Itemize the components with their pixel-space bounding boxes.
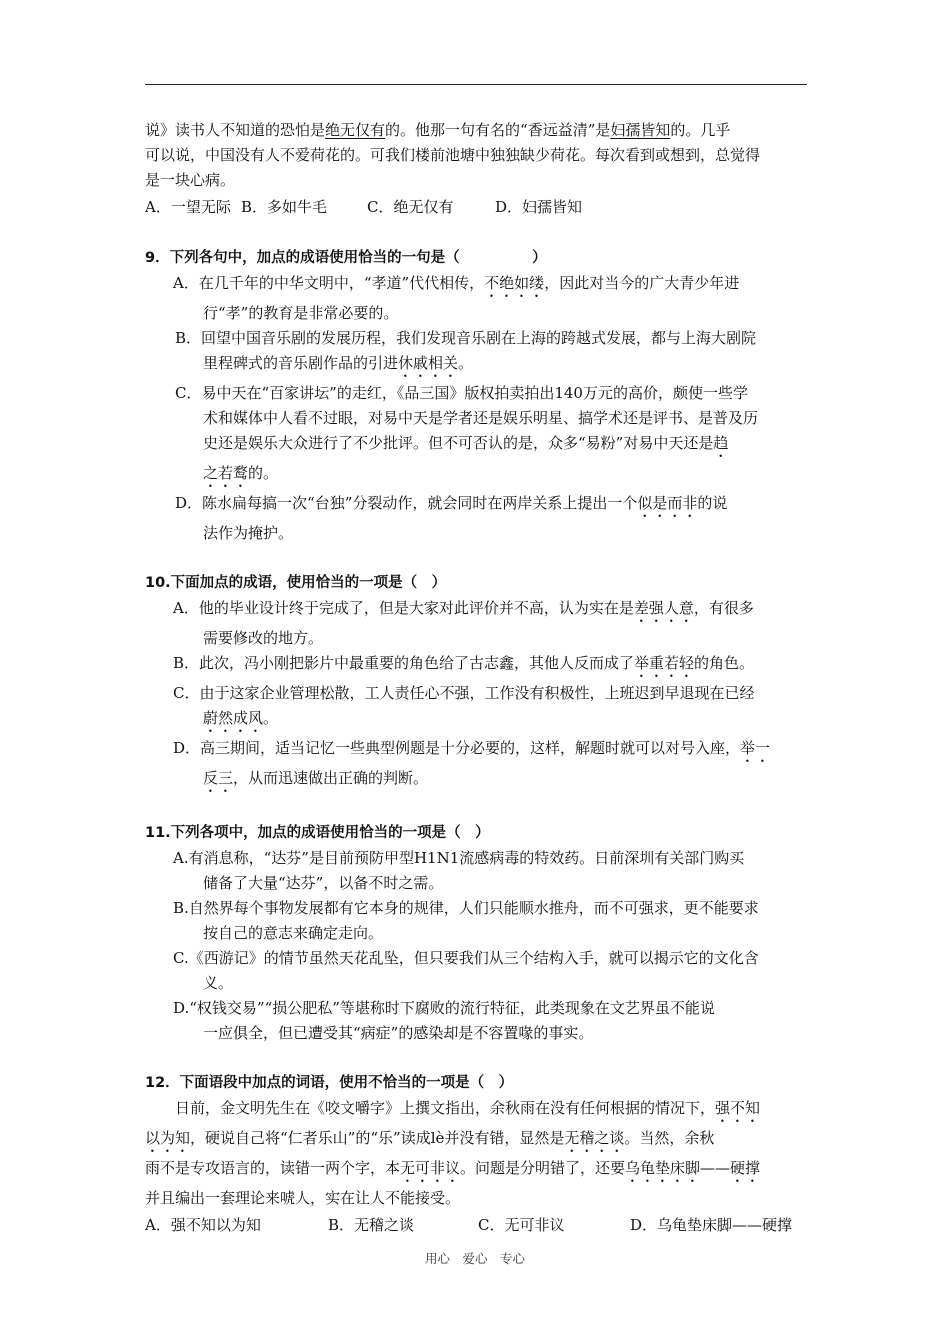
choice-d: D．陈水扁每搞一次“台独”分裂动作，就会同时在两岸关系上提出一个似是而非的说: [175, 494, 728, 512]
dotted-idiom: 举一: [740, 739, 771, 757]
dotted-idiom: 趋: [713, 434, 729, 452]
option-d: D．妇孺皆知: [495, 198, 583, 216]
choice-d-cont: 反三，从而迅速做出正确的判断。: [203, 769, 429, 787]
dotted-idiom: 无可非议: [400, 1159, 461, 1177]
underlined-idiom: 妇孺皆知: [610, 121, 671, 139]
dotted-idiom: 无稽之谈: [564, 1129, 625, 1147]
question-title: 10.下面加点的成语，使用恰当的一项是（ ）: [145, 575, 447, 591]
option-b: B．多如牛毛: [241, 198, 328, 216]
option-c: C．绝无仅有: [367, 198, 454, 216]
choice-d-cont: 一应俱全，但已遭受其“病症”的感染却是不容置喙的事实。: [203, 1024, 594, 1042]
question-title: 12．下面语段中加点的词语，使用不恰当的一项是（ ）: [145, 1075, 514, 1091]
choice-a: A．在几千年的中华文明中，“孝道”代代相传，不绝如缕，因此对当今的广大青少年进: [173, 274, 740, 292]
choice-c-cont: 术和媒体中人看不过眼，对易中天是学者还是娱乐明星、搞学术还是评书、是普及历: [203, 409, 759, 427]
choice-a-cont: 行“孝”的教育是非常必要的。: [203, 304, 399, 322]
choice-b: B．此次，冯小刚把影片中最重要的角色给了古志鑫，其他人反而成了举重若轻的角色。: [173, 654, 755, 672]
choice-d: D．高三期间，适当记忆一些典型例题是十分必要的，这样，解题时就可以对号入座，举一: [173, 739, 771, 757]
header-rule: [145, 84, 807, 85]
document-body: [145, 118, 807, 1239]
answer-options: [145, 1211, 807, 1239]
passage-line: 雨不是专攻语言的，读错一两个字，本无可非议。问题是分明错了，还要乌龟垫床脚——硬撑: [145, 1159, 761, 1177]
dotted-idiom: 强不知: [715, 1099, 761, 1117]
option-c: C．无可非议: [478, 1216, 565, 1234]
option-a: A．一望无际: [145, 198, 231, 216]
option-d: D．乌龟垫床脚——硬撑: [630, 1216, 793, 1234]
passage-line: 日前，金文明先生在《咬文嚼字》上撰文指出，余秋雨在没有任何根据的情况下，强不知: [175, 1099, 761, 1117]
question-title: 11.下列各项中，加点的成语使用恰当的一项是（ ）: [145, 825, 490, 841]
choice-a-cont: 需要修改的地方。: [203, 629, 324, 647]
choice-b-cont: 里程碑式的音乐剧作品的引进休戚相关。: [203, 354, 474, 372]
passage-line: 说》读书人不知道的恐怕是绝无仅有的。他那一句有名的“香远益清”是妇孺皆知的。几乎: [145, 121, 731, 139]
page-footer: 用心 爱心 专心: [424, 1251, 525, 1266]
choice-a-cont: 储备了大量“达芬”，以备不时之需。: [203, 874, 444, 892]
choice-c-cont: 史还是娱乐大众进行了不少批评。但不可否认的是，众多“易粉”对易中天还是趋: [203, 434, 729, 452]
passage-line: 以为知，硬说自己将“仁者乐山”的“乐”读成lè并没有错，显然是无稽之谈。当然，余秋: [145, 1129, 715, 1147]
choice-d: D.“权钱交易”“损公肥私”等堪称时下腐败的流行特征，此类现象在文艺界虽不能说: [173, 999, 715, 1017]
dotted-idiom: 不绝如缕: [484, 274, 545, 292]
dotted-idiom: 似是而非: [637, 494, 698, 512]
choice-b: B.自然界每个事物发展都有它本身的规律，人们只能顺水推舟，而不可强求，更不能要求: [173, 899, 759, 917]
underlined-idiom: 绝无仅有: [325, 121, 386, 139]
dotted-idiom: 以为知: [145, 1129, 191, 1147]
dotted-idiom: 举重若轻: [634, 654, 695, 672]
choice-b-cont: 按自己的意志来确定走向。: [203, 924, 384, 942]
choice-a: A．他的毕业设计终于完成了，但是大家对此评价并不高，认为实在是差强人意，有很多: [173, 599, 754, 617]
dotted-idiom: 反三: [203, 769, 234, 787]
choice-d-cont: 法作为掩护。: [203, 524, 294, 542]
choice-c: C．易中天在“百家讲坛”的走红，《品三国》版权拍卖拍出140万元的高价，颇使一些学: [175, 384, 748, 402]
choice-c: C．由于这家企业管理松散，工人责任心不强，工作没有积极性，上班迟到早退现在已经: [173, 684, 755, 702]
answer-options: [145, 193, 807, 221]
passage-line: 可以说，中国没有人不爱荷花的。可我们楼前池塘中独独缺少荷花。每次看到或想到，总觉得: [145, 146, 761, 164]
choice-a: A.有消息称，“达芬”是目前预防甲型H1N1流感病毒的特效药。日前深圳有关部门购买: [173, 849, 745, 867]
passage-line: 是一块心病。: [145, 171, 236, 189]
choice-c-cont: 义。: [203, 974, 234, 992]
dotted-idiom: 之若鹜: [203, 464, 249, 482]
option-b: B．无稽之谈: [328, 1216, 415, 1234]
dotted-idiom: 休戚相关: [398, 354, 459, 372]
choice-b: B．回望中国音乐剧的发展历程，我们发现音乐剧在上海的跨越式发展，都与上海大剧院: [175, 329, 757, 347]
question-title: 9．下列各句中，加点的成语使用恰当的一句是（ ）: [145, 250, 547, 266]
dotted-idiom: 差强人意: [633, 599, 694, 617]
option-a: A．强不知以为知: [145, 1216, 261, 1234]
dotted-idiom: 蔚然成风: [203, 709, 264, 727]
choice-c-cont: 蔚然成风。: [203, 709, 279, 727]
choice-c: C.《西游记》的情节虽然天花乱坠，但只要我们从三个结构入手，就可以揭示它的文化含: [173, 949, 759, 967]
dotted-idiom: 乌龟垫床脚——硬撑: [625, 1159, 761, 1177]
choice-c-cont: 之若鹜的。: [203, 464, 279, 482]
passage-line: 并且编出一套理论来唬人，实在让人不能接受。: [145, 1189, 461, 1207]
